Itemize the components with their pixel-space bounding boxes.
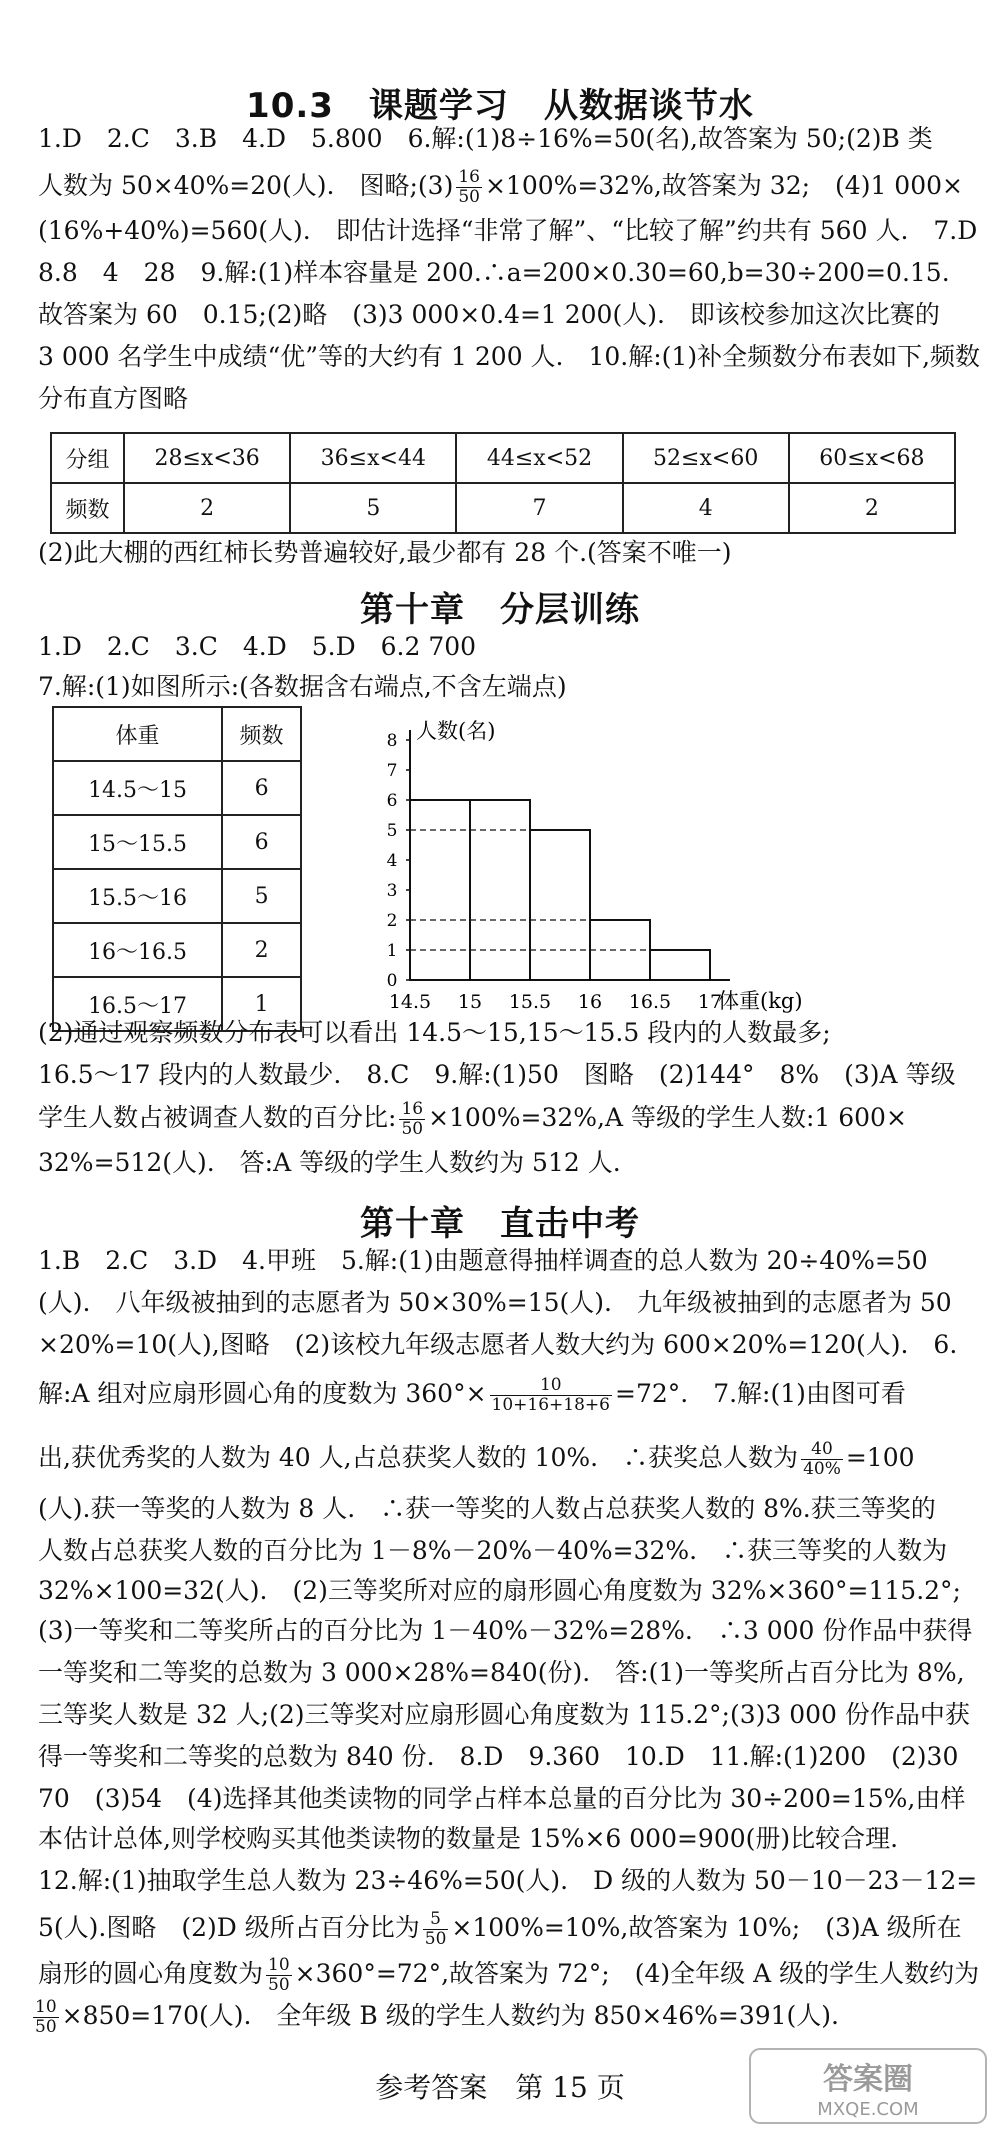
answer-line: (人). 八年级被抽到的志愿者为 50×30%=15(人). 九年级被抽到的志愿者为 50 [38,1288,952,1317]
answer-line: 得一等奖和二等奖的总数为 840 份. 8.D 9.360 10.D 11.解:(1)200 (2)30 [38,1742,959,1771]
fraction: $\frac{16}{50}$ [401,1099,424,1139]
x-tick-label: 16 [577,991,603,1013]
histogram-bar [410,800,470,980]
table-row [53,815,301,869]
table-cell: 4 [623,483,789,533]
answer-line: 本估计总体,则学校购买其他类读物的数量是 15%×6 000=900(册)比较合理. [38,1824,899,1853]
svg-text:MXQE.COM: MXQE.COM [817,2099,919,2120]
answer-line: 32%×100=32(人). (2)三等奖所对应的扇形圆心角度数为 32%×360°=115.2°; [38,1576,961,1605]
y-tick-label: 1 [386,941,398,961]
table-cell: 2 [222,923,301,977]
histogram-bar [470,800,530,980]
table-cell: 15.5～16 [53,869,222,923]
table-header: 频数 [222,707,301,761]
table-row [51,483,955,533]
answer-line: 出,获优秀奖的人数为 40 人,占总获奖人数的 10%. ∴获奖总人数为 $\frac{40}{40\%}$ =100 [38,1439,915,1479]
answer-line: (2)此大棚的西红柿长势普遍较好,最少都有 28 个.(答案不唯一) [38,538,732,567]
watermark-logo [748,2047,988,2125]
answer-line: (3)一等奖和二等奖所占的百分比为 1－40%－32%=28%. ∴3 000 份作品中获得 [38,1616,973,1645]
answer-line: 人数占总获奖人数的百分比为 1－8%－20%－40%=32%. ∴获三等奖的人数为 [38,1536,948,1565]
table-cell: 5 [222,869,301,923]
answer-line: (人).获一等奖的人数为 8 人. ∴获一等奖的人数占总获奖人数的 8%.获三等奖的 [38,1494,936,1523]
fraction: $\frac{10}{50}$ [268,1955,290,1995]
table-cell: 2 [789,483,955,533]
table-row [53,761,301,815]
table-row [53,923,301,977]
weight-frequency-table [52,706,302,1032]
table-cell: 5 [290,483,456,533]
table-row [51,433,955,483]
weight-histogram [370,700,803,1020]
table-cell: 1 [222,977,301,1031]
svg-text:答案圈: 答案圈 [823,2062,913,2097]
answer-line: 70 (3)54 (4)选择其他类读物的同学占样本总量的百分比为 30÷200=15%,由样 [38,1784,966,1813]
x-tick-label: 15.5 [508,991,552,1013]
fraction: $\frac{40}{40\%}$ [803,1439,841,1479]
table-cell: 44≤x<52 [456,433,622,483]
answer-line: 16.5～17 段内的人数最少. 8.C 9.解:(1)50 图略 (2)144° 8% (3)A 等级 [38,1060,956,1089]
fraction: $\frac{10}{50}$ [35,1997,57,2037]
answer-line: 解:A 组对应扇形圆心角的度数为 360°× $\frac{10}{10+16+18+6}$ =72°. 7.解:(1)由图可看 [38,1375,906,1415]
fraction: $\frac{16}{50}$ [458,167,480,207]
y-tick-label: 6 [386,791,398,811]
answer-line: 7.解:(1)如图所示:(各数据含右端点,不含左端点) [38,672,567,701]
table-cell: 60≤x<68 [789,433,955,483]
table-cell: 2 [124,483,290,533]
x-tick-label: 14.5 [388,991,432,1013]
y-tick-label: 3 [386,881,398,901]
answer-line: 5(人).图略 (2)D 级所占百分比为 $\frac{5}{50}$ ×100%=10%,故答案为 10%; (3)A 级所在 [38,1909,962,1949]
answer-line: (16%+40%)=560(人). 即估计选择“非常了解”、“比较了解”约共有 560 人. 7.D [38,216,978,245]
answer-line: 学生人数占被调查人数的百分比: $\frac{16}{50}$ ×100%=32%,A 等级的学生人数:1 600× [38,1099,907,1139]
page-footer: 参考答案 第 15 页 [375,2071,625,2104]
fraction: $\frac{10}{10+16+18+6}$ [491,1375,610,1415]
x-tick-label: 15 [457,991,483,1013]
answer-line: 扇形的圆心角度数为 $\frac{10}{50}$ ×360°=72°,故答案为 72°; (4)全年级 A 级的学生人数约为 [38,1955,980,1995]
table-cell: 36≤x<44 [290,433,456,483]
fraction: $\frac{5}{50}$ [424,1909,447,1949]
table-cell: 28≤x<36 [124,433,290,483]
table-cell: 15～15.5 [53,815,222,869]
answer-line: 1.B 2.C 3.D 4.甲班 5.解:(1)由题意得抽样调查的总人数为 20÷40%=50 [38,1246,928,1275]
y-tick-label: 5 [386,821,398,841]
answer-line: 8.8 4 28 9.解:(1)样本容量是 200.∴a=200×0.30=60,b=30÷200=0.15. [38,258,950,287]
answer-line: 1.D 2.C 3.B 4.D 5.800 6.解:(1)8÷16%=50(名),故答案为 50;(2)B 类 [38,124,933,153]
answer-line: 分布直方图略 [38,384,189,413]
table-header: 体重 [53,707,222,761]
table-cell: 14.5～15 [53,761,222,815]
histogram-bar [650,950,710,980]
table-cell: 52≤x<60 [623,433,789,483]
answer-line: 12.解:(1)抽取学生总人数为 23÷46%=50(人). D 级的人数为 50－10－23－12= [38,1866,978,1895]
table-cell: 16.5～17 [53,977,222,1031]
y-tick-label: 4 [386,851,398,871]
y-axis-label: 人数(名) [416,719,496,743]
y-tick-label: 0 [386,971,398,991]
x-tick-label: 17 [697,991,723,1013]
answer-line: 人数为 50×40%=20(人). 图略;(3) $\frac{16}{50}$ ×100%=32%,故答案为 32; (4)1 000× [38,167,963,207]
table-cell: 6 [222,761,301,815]
section-title-10-3: 10.3 课题学习 从数据谈节水 [246,86,754,126]
table-cell: 6 [222,815,301,869]
table-row [53,869,301,923]
table-cell: 16～16.5 [53,923,222,977]
answer-line: ×20%=10(人),图略 (2)该校九年级志愿者人数大约为 600×20%=120(人). 6. [38,1330,958,1359]
answer-line: 一等奖和二等奖的总数为 3 000×28%=840(份). 答:(1)一等奖所占百分比为 8%, [38,1658,965,1687]
table-cell: 频数 [51,483,124,533]
x-tick-label: 16.5 [628,991,672,1013]
y-tick-label: 8 [386,731,398,751]
y-tick-label: 2 [386,911,398,931]
answer-line: 32%=512(人). 答:A 等级的学生人数约为 512 人. [38,1148,621,1177]
section-title-tiered-training: 第十章 分层训练 [360,590,640,630]
y-tick-label: 7 [386,761,398,781]
table-cell: 分组 [51,433,124,483]
table-row [53,707,301,761]
section-title-exam-practice: 第十章 直击中考 [360,1204,640,1244]
answer-line: 三等奖人数是 32 人;(2)三等奖对应扇形圆心角度数为 115.2°;(3)3 000 份作品中获 [38,1700,970,1729]
answer-line: (2)通过观察频数分布表可以看出 14.5～15,15～15.5 段内的人数最多; [38,1018,831,1047]
answer-line: 故答案为 60 0.15;(2)略 (3)3 000×0.4=1 200(人). 即该校参加这次比赛的 [38,300,940,329]
table-cell: 7 [456,483,622,533]
histogram-bar [530,830,590,980]
answer-line: 1.D 2.C 3.C 4.D 5.D 6.2 700 [38,632,477,661]
frequency-table [50,432,956,534]
x-axis-label: 体重(kg) [718,989,803,1013]
answer-line: 3 000 名学生中成绩“优”等的大约有 1 200 人. 10.解:(1)补全频数分布表如下,频数 [38,342,981,371]
answer-line: $\frac{10}{50}$ ×850=170(人). 全年级 B 级的学生人数约为 850×46%=391(人). [35,1997,839,2037]
